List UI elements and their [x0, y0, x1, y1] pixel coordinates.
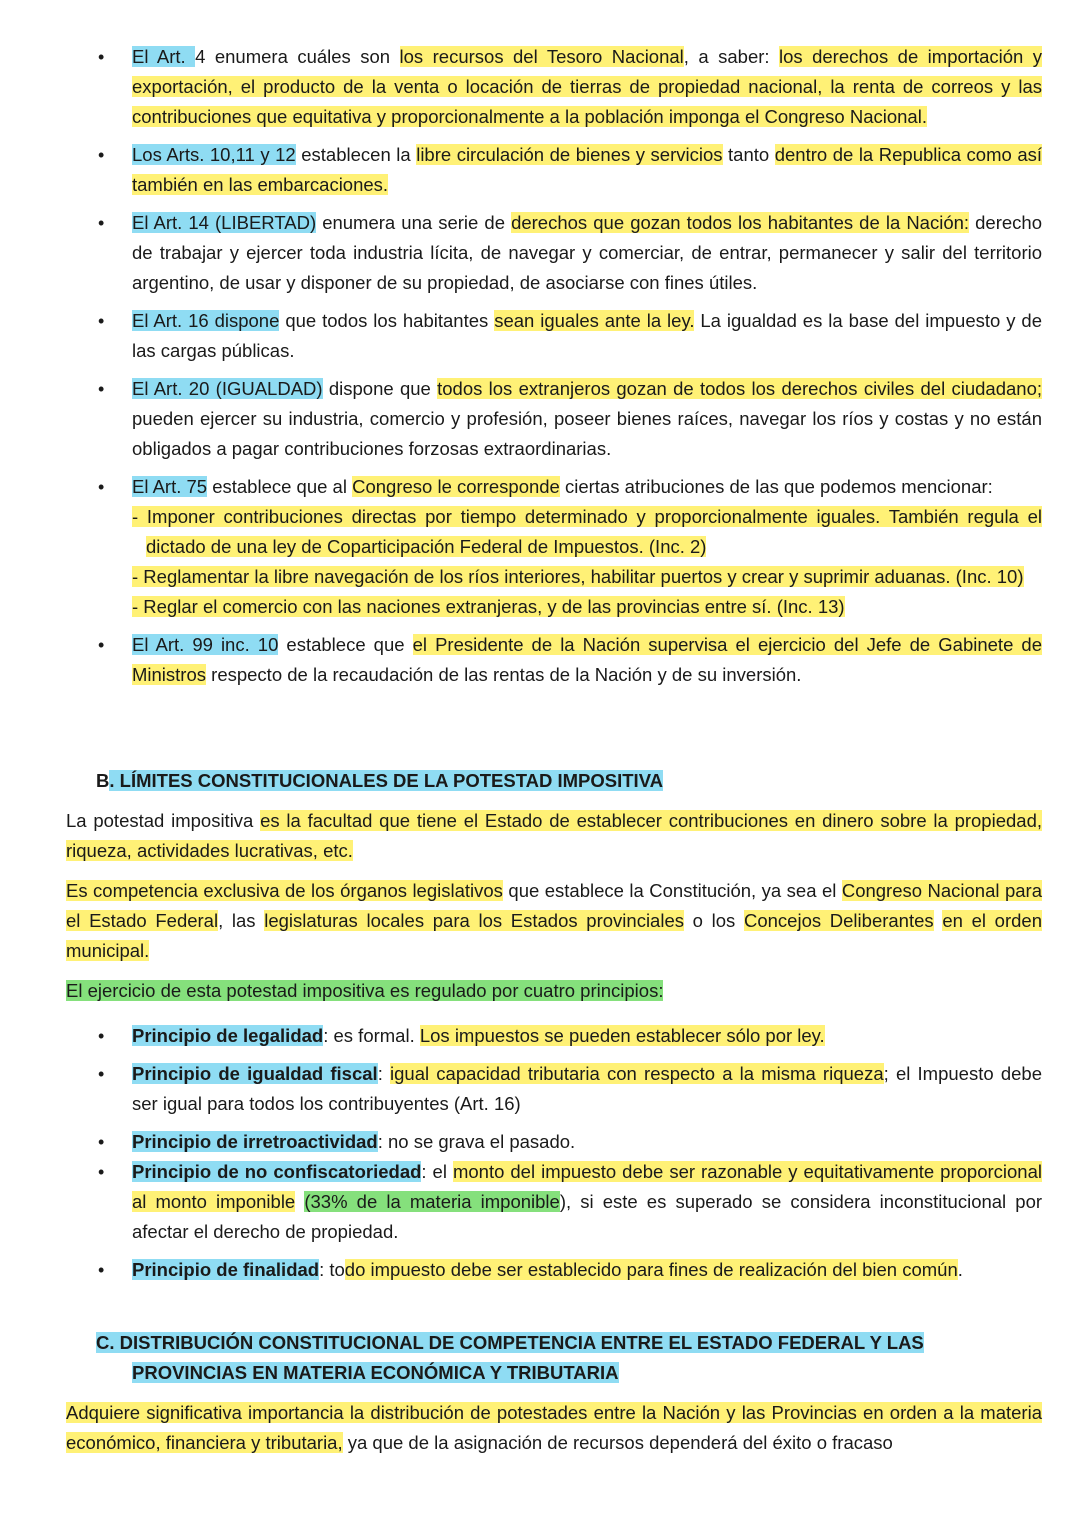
- article-text-segment: El Art. 16 dispone: [132, 310, 280, 331]
- principle-text-segment: : no se grava el pasado.: [377, 1131, 576, 1152]
- paragraph-segment: tribución de potestades entre la Nación y las Provincias en orden a la materia económico, financiera y tributaria,: [66, 1402, 1042, 1453]
- article-text-segment: los recursos del Tesoro Nacional: [399, 46, 684, 67]
- section-c-paragraph-1: [66, 1398, 1042, 1458]
- principle-text-segment: (33% de la materia imponible: [304, 1191, 560, 1212]
- article-text-segment: libre circulación de bienes y servicios: [416, 144, 723, 165]
- section-c-title-block: [96, 1328, 1042, 1388]
- section-b-heading: [96, 766, 1046, 796]
- article-text-segment: sean iguales ante la ley.: [494, 310, 695, 331]
- article-text-segment: todos los extranjeros gozan de todos los derechos civiles del ciudadano;: [437, 378, 1042, 399]
- section-b-letter: B: [96, 770, 110, 791]
- principle-item: [96, 1157, 1042, 1247]
- article-bullet-item: [96, 472, 1042, 622]
- principle-text-segment: monto del impuesto debe ser razonable y equitativamente proporcional: [452, 1161, 1042, 1182]
- article-text-segment: establece que: [278, 634, 413, 655]
- principle-text-segment: :: [377, 1063, 391, 1084]
- principle-item: [96, 1021, 1042, 1051]
- paragraph-segment: Congreso Nacional para el Estado Federal: [66, 880, 1042, 931]
- article-sub-item: [132, 502, 1042, 562]
- sub-item-text: - Imponer contribuciones directas por tiempo determinado y proporcionalmente iguales. También regula el dictado de una ley de Coparticipación Federal de Impuestos. (Inc. 2): [132, 506, 1042, 557]
- principle-text-segment: Principio de irretroactividad: [132, 1131, 378, 1152]
- article-text-segment: pueden ejercer su industria, comercio y profesión, poseer bienes raíces, navegar los ríos y costas y no están obligados a pagar contribuciones forzosas extraordinarias.: [132, 408, 1042, 459]
- article-text-segment: El Art. 20 (IGUALDAD): [132, 378, 323, 399]
- sub-item-text: - Reglar el comercio con las naciones extranjeras, y de las provincias entre sí. (Inc. 13): [132, 596, 845, 617]
- principles-bullet-list: [96, 1021, 1042, 1293]
- principle-text-segment: Principio de legalidad: [132, 1025, 324, 1046]
- article-text-segment: los derechos de importación y exportación, el producto de la venta o locación de tierras de propiedad nacional, la renta de correos y las contribuciones que equitativa y proporcionalmente a la población imponga el Congreso Nacional.: [132, 46, 1043, 127]
- article-bullet-item: [96, 42, 1042, 132]
- article-text-segment: que todos los habitantes: [279, 310, 495, 331]
- principle-text-segment: Principio de no confiscatoriedad: [132, 1161, 422, 1182]
- section-b-paragraph-3: [66, 976, 1042, 1006]
- principle-text-segment: ), si este es superado se considera inconstitucional por afectar el derecho de propiedad.: [132, 1191, 1043, 1242]
- principle-text-segment: ; el Impuesto debe ser igual para todos los contribuyentes (Art. 16): [132, 1063, 1042, 1114]
- article-text-segment: tanto: [722, 144, 775, 165]
- article-text-segment: ciertas atribuciones de las que podemos mencionar:: [559, 476, 993, 497]
- principle-text-segment: igual capacidad tributaria con respecto a la misma riqueza: [390, 1063, 884, 1084]
- paragraph-segment: legislaturas locales para los Estados provinciales: [264, 910, 684, 931]
- article-text-segment: respecto de la recaudación de las rentas de la Nación y de su inversión.: [206, 664, 802, 685]
- principle-text-segment: do impuesto debe ser establecido para fines de realización del bien común: [344, 1259, 958, 1280]
- section-c-title: C. DISTRIBUCIÓN CONSTITUCIONAL DE COMPETENCIA ENTRE EL ESTADO FEDERAL Y LAS PROVINCIAS EN MATERIA ECONÓMICA Y TRIBUTARIA: [96, 1332, 924, 1383]
- article-text-segment: El Art. 99 inc. 10: [132, 634, 279, 655]
- paragraph-segment: La potestad impositiva: [66, 810, 261, 831]
- paragraph-segment: que establece la Constitución, ya sea el: [502, 880, 842, 901]
- article-text-segment: establecen la: [295, 144, 417, 165]
- article-sub-item: [132, 592, 1042, 622]
- principle-text-segment: al monto imponible: [132, 1191, 296, 1212]
- principle-text-segment: .: [957, 1259, 963, 1280]
- section-b-paragraph-2: [66, 876, 1042, 966]
- article-bullet-item: [96, 140, 1042, 200]
- section-b-title: . LÍMITES CONSTITUCIONALES DE LA POTESTAD IMPOSITIVA: [109, 770, 664, 791]
- article-text-segment: 4 enumera cuáles son: [195, 46, 400, 67]
- paragraph-segment: es la facultad que tiene el Estado de establecer contribuciones en dinero sobre la propiedad, riqueza, actividades lucrativas, etc.: [66, 810, 1042, 861]
- principle-text-segment: : el: [421, 1161, 453, 1182]
- article-text-segment: , a saber:: [683, 46, 779, 67]
- article-bullet-item: [96, 630, 1042, 690]
- principle-item: [96, 1127, 1042, 1157]
- article-text-segment: El Art.: [132, 46, 196, 67]
- article-bullet-list: [96, 42, 1042, 698]
- paragraph-segment: Es competencia exclusiva de los órganos legislativos: [66, 880, 503, 901]
- article-text-segment: dentro de la Republica como así también en las embarcaciones.: [132, 144, 1043, 195]
- article-sub-item: [132, 562, 1042, 592]
- article-text-segment: El Art. 75: [132, 476, 208, 497]
- article-text-segment: enumera una serie de: [316, 212, 512, 233]
- article-text-segment: el Presidente de la Nación supervisa el ejercicio del Jefe de Gabinete de Ministros: [132, 634, 1042, 685]
- principle-item: [96, 1255, 1042, 1285]
- article-text-segment: establece que al: [207, 476, 353, 497]
- article-text-segment: dispone que: [322, 378, 438, 399]
- article-text-segment: derechos que gozan todos los habitantes de la Nación:: [511, 212, 970, 233]
- principle-text-segment: Principio de finalidad: [132, 1259, 320, 1280]
- paragraph-segment: Adquiere significativa importancia la: [66, 1402, 371, 1423]
- article-bullet-item: [96, 208, 1042, 298]
- article-text-segment: derecho de trabajar y ejercer toda industria lícita, de navegar y comerciar, de entrar, permanecer y salir del territorio argentino, de usar y disponer de su propiedad, de asociarse con fines útiles.: [132, 212, 1042, 293]
- principle-text-segment: : es formal.: [323, 1025, 420, 1046]
- article-text-segment: El Art. 14 (LIBERTAD): [132, 212, 317, 233]
- principle-text-segment: [295, 1191, 304, 1212]
- article-bullet-item: [96, 374, 1042, 464]
- principle-item: [96, 1059, 1042, 1119]
- principle-text-segment: Principio de igualdad fiscal: [132, 1063, 378, 1084]
- paragraph-segment: ya que de la asignación de recursos dependerá del éxito o fracaso: [342, 1432, 893, 1453]
- principles-intro: El ejercicio de esta potestad impositiva es regulado por cuatro principios:: [66, 980, 664, 1001]
- principle-text-segment: Los impuestos se pueden establecer sólo por ley.: [419, 1025, 825, 1046]
- paragraph-segment: Concejos Deliberantes: [743, 910, 934, 931]
- section-b-paragraph-1: [66, 806, 1042, 866]
- paragraph-segment: en el orden municipal.: [66, 910, 1042, 961]
- article-bullet-item: [96, 306, 1042, 366]
- paragraph-segment: dis: [370, 1402, 395, 1423]
- article-text-segment: La igualdad es la base del impuesto y de las cargas públicas.: [132, 310, 1042, 361]
- article-text-segment: Los Arts. 10,11 y 12: [132, 144, 296, 165]
- principle-text-segment: : to: [319, 1259, 345, 1280]
- paragraph-segment: o los: [684, 910, 744, 931]
- sub-item-text: - Reglamentar la libre navegación de los ríos interiores, habilitar puertos y crear y suprimir aduanas. (Inc. 10): [132, 566, 1024, 587]
- paragraph-segment: , las: [218, 910, 265, 931]
- article-text-segment: Congreso le corresponde: [352, 476, 560, 497]
